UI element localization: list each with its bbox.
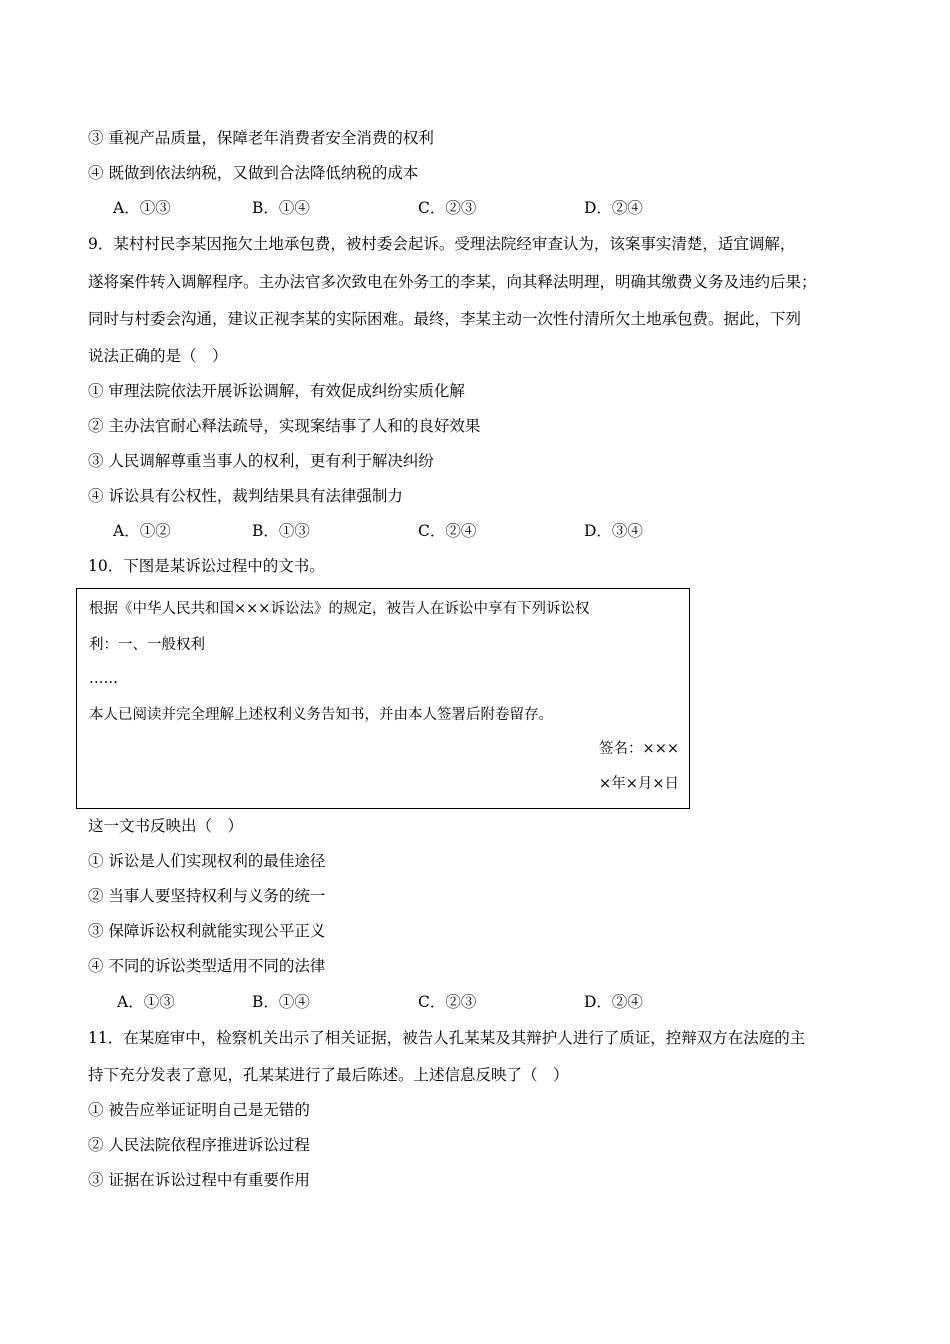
option-d: D．②④	[584, 199, 643, 217]
option-a: A．①②	[113, 522, 171, 540]
q10-item-3: ③ 保障诉讼权利就能实现公平正义	[88, 922, 326, 940]
option-a: A．①③	[117, 993, 175, 1011]
prev-options	[0, 198, 950, 218]
q10-question: 这一文书反映出（ ）	[88, 817, 244, 835]
prev-item-4: ④ 既做到依法纳税，又做到合法降低纳税的成本	[88, 164, 419, 182]
option-c: C．②④	[418, 522, 477, 540]
q11-item-2: ② 人民法院依程序推进诉讼过程	[88, 1136, 310, 1154]
option-b: B．①③	[252, 522, 310, 540]
q11-stem-line-1: 11．在某庭审中，检察机关出示了相关证据，被告人孔某某及其辩护人进行了质证，控辩双方在法庭的主	[88, 1029, 806, 1047]
option-b: B．①④	[252, 993, 310, 1011]
box-date: ×年×月×日	[599, 776, 679, 792]
q9-item-2: ② 主办法官耐心释法疏导，实现案结事了人和的良好效果	[88, 417, 481, 435]
option-d: D．③④	[584, 522, 643, 540]
q9-stem-line-2: 遂将案件转入调解程序。主办法官多次致电在外务工的李某，向其释法明理，明确其缴费义务及违约后果；	[88, 273, 817, 291]
box-line-2: 利：一、一般权利	[89, 637, 205, 653]
q11-item-3: ③ 证据在诉讼过程中有重要作用	[88, 1171, 310, 1189]
option-d: D．②④	[584, 993, 643, 1011]
box-line-1: 根据《中华人民共和国×××诉讼法》的规定，被告人在诉讼中享有下列诉讼权	[89, 601, 590, 617]
q10-item-2: ② 当事人要坚持权利与义务的统一	[88, 887, 326, 905]
q11-item-1: ① 被告应举证证明自己是无错的	[88, 1101, 310, 1119]
q9-item-3: ③ 人民调解尊重当事人的权利，更有利于解决纠纷	[88, 452, 434, 470]
q9-stem-line-4: 说法正确的是（ ）	[88, 347, 228, 365]
option-c: C．②③	[418, 993, 477, 1011]
option-c: C．②③	[418, 199, 477, 217]
q9-stem-line-1: 9．某村村民李某因拖欠土地承包费，被村委会起诉。受理法院经审查认为，该案事实清楚，适宜调解，	[88, 235, 796, 253]
q9-stem-line-3: 同时与村委会沟通，建议正视李某的实际困难。最终，李某主动一次性付清所欠土地承包费。据此，下列	[88, 310, 802, 328]
option-b: B．①④	[252, 199, 310, 217]
q10-options	[0, 992, 950, 1012]
box-signature: 签名：×××	[599, 741, 679, 757]
q11-stem-line-2: 持下充分发表了意见，孔某某进行了最后陈述。上述信息反映了（ ）	[88, 1066, 569, 1084]
q10-stem: 10．下图是某诉讼过程中的文书。	[88, 557, 325, 575]
q9-item-4: ④ 诉讼具有公权性，裁判结果具有法律强制力	[88, 487, 403, 505]
q10-item-4: ④ 不同的诉讼类型适用不同的法律	[88, 957, 326, 975]
q9-item-1: ① 审理法院依法开展诉讼调解，有效促成纠纷实质化解	[88, 382, 465, 400]
option-a: A．①③	[113, 199, 171, 217]
q10-item-1: ① 诉讼是人们实现权利的最佳途径	[88, 852, 326, 870]
prev-item-3: ③ 重视产品质量，保障老年消费者安全消费的权利	[88, 129, 434, 147]
box-line-3: ……	[89, 671, 118, 687]
q9-options	[0, 521, 950, 541]
box-line-4: 本人已阅读并完全理解上述权利义务告知书，并由本人签署后附卷留存。	[89, 707, 553, 723]
document-box	[76, 588, 690, 809]
